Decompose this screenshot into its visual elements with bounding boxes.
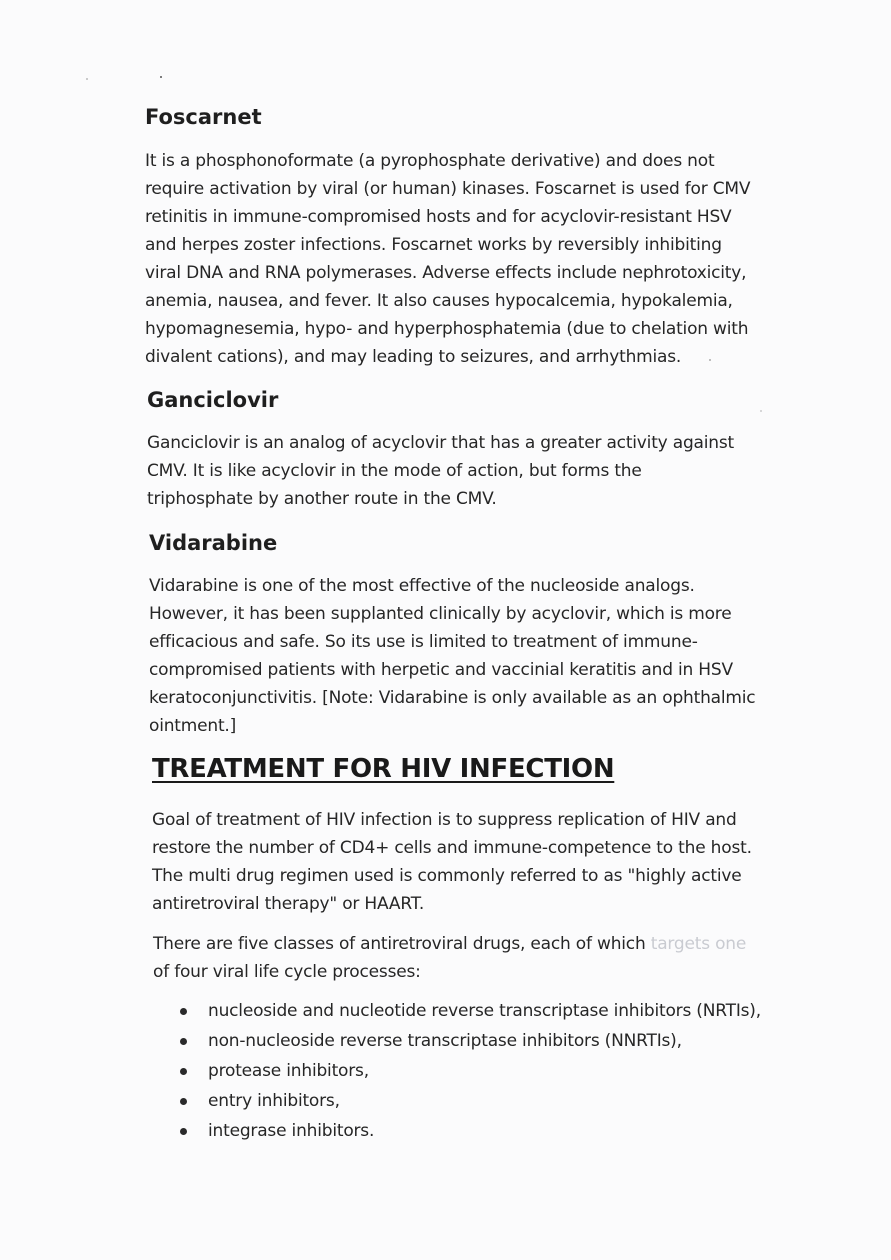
vidarabine-section — [149, 530, 799, 740]
ganciclovir-heading: Ganciclovir — [147, 388, 279, 412]
scan-speck — [160, 76, 162, 78]
list-item — [180, 1116, 761, 1146]
hiv-goal-paragraph — [152, 806, 802, 918]
scan-speck — [760, 410, 762, 412]
list-item-label: integrase inhibitors. — [208, 1121, 375, 1141]
scan-speck — [709, 359, 711, 361]
text-line: ointment.] — [149, 716, 237, 736]
text-line: anemia, nausea, and fever. It also causes hypocalcemia, hypokalemia, — [145, 291, 733, 311]
foscarnet-section — [145, 104, 795, 371]
text-line: require activation by viral (or human) kinases. Foscarnet is used for CMV — [145, 179, 751, 199]
list-item — [180, 1056, 761, 1086]
text-line: efficacious and safe. So its use is limited to treatment of immune- — [149, 632, 698, 652]
list-item — [180, 1086, 761, 1116]
hiv-treatment-heading: TREATMENT FOR HIV INFECTION — [152, 754, 615, 784]
list-item — [180, 1026, 761, 1056]
text-line: compromised patients with herpetic and vaccinial keratitis and in HSV — [149, 660, 733, 680]
text-line-main: There are five classes of antiretroviral drugs, each of which — [153, 934, 646, 954]
text-line: viral DNA and RNA polymerases. Adverse effects include nephrotoxicity, — [145, 263, 747, 283]
list-item-label: entry inhibitors, — [208, 1091, 340, 1111]
text-line: hypomagnesemia, hypo- and hyperphosphatemia (due to chelation with — [145, 319, 749, 339]
bullet-icon — [180, 1038, 187, 1045]
text-line: of four viral life cycle processes: — [153, 962, 421, 982]
bullet-icon — [180, 1068, 187, 1075]
bullet-icon — [180, 1128, 187, 1135]
text-line: CMV. It is like acyclovir in the mode of action, but forms the — [147, 461, 642, 481]
foscarnet-heading: Foscarnet — [145, 105, 262, 129]
text-line: Vidarabine is one of the most effective of the nucleoside analogs. — [149, 576, 695, 596]
list-item — [180, 996, 761, 1026]
text-line: The multi drug regimen used is commonly referred to as "highly active — [152, 866, 742, 886]
text-line: and herpes zoster infections. Foscarnet works by reversibly inhibiting — [145, 235, 722, 255]
scan-speck — [86, 78, 88, 80]
list-item-label: protease inhibitors, — [208, 1061, 369, 1081]
vidarabine-heading: Vidarabine — [149, 531, 278, 555]
text-line: keratoconjunctivitis. [Note: Vidarabine is only available as an ophthalmic — [149, 688, 756, 708]
text-line: retinitis in immune-compromised hosts and for acyclovir-resistant HSV — [145, 207, 732, 227]
text-line — [153, 930, 803, 958]
foscarnet-paragraph — [145, 147, 795, 371]
bullet-icon — [180, 1098, 187, 1105]
text-line: triphosphate by another route in the CMV. — [147, 489, 497, 509]
hiv-classes-paragraph — [153, 930, 803, 986]
text-line: However, it has been supplanted clinically by acyclovir, which is more — [149, 604, 732, 624]
bullet-icon — [180, 1008, 187, 1015]
faded-text: targets one — [650, 934, 747, 954]
vidarabine-paragraph — [149, 572, 799, 740]
antiretroviral-classes-list — [180, 996, 761, 1146]
text-line: divalent cations), and may leading to seizures, and arrhythmias. — [145, 347, 682, 367]
text-line: Ganciclovir is an analog of acyclovir that has a greater activity against — [147, 433, 734, 453]
text-line: antiretroviral therapy" or HAART. — [152, 894, 425, 914]
ganciclovir-paragraph — [147, 429, 797, 513]
ganciclovir-section — [147, 387, 797, 513]
list-item-label: non-nucleoside reverse transcriptase inhibitors (NNRTIs), — [208, 1031, 682, 1051]
text-line: Goal of treatment of HIV infection is to suppress replication of HIV and — [152, 810, 737, 830]
text-line: restore the number of CD4+ cells and immune-competence to the host. — [152, 838, 752, 858]
text-line: It is a phosphonoformate (a pyrophosphate derivative) and does not — [145, 151, 715, 171]
list-item-label: nucleoside and nucleotide reverse transcriptase inhibitors (NRTIs), — [208, 1001, 761, 1021]
